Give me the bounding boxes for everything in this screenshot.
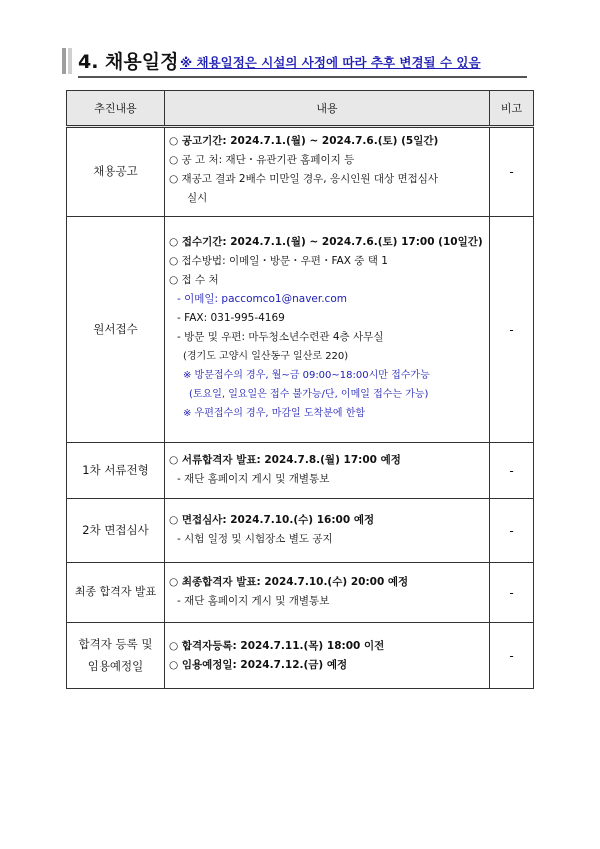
- header-remarks: 비고: [490, 91, 534, 127]
- content-cell: [165, 563, 490, 623]
- heading-underline: [78, 76, 527, 78]
- content-line: 실시: [187, 192, 208, 204]
- table-row: [67, 623, 534, 689]
- step-cell: 1차 서류전형: [67, 443, 165, 499]
- content-line: (토요일, 일요일은 접수 불가능/단, 이메일 접수는 가능): [189, 389, 429, 400]
- content-line: - 시험 일정 및 시험장소 별도 공지: [177, 533, 333, 545]
- content-line: ○ 공고기간: 2024.7.1.(월) ~ 2024.7.6.(토) (5일간): [169, 135, 439, 147]
- content-line: ※ 방문접수의 경우, 월~금 09:00~18:00시만 접수가능: [183, 370, 430, 381]
- remarks-cell: -: [490, 127, 534, 217]
- step-cell: 2차 면접심사: [67, 499, 165, 563]
- content-line: ○ 임용예정일: 2024.7.12.(금) 예정: [169, 659, 348, 671]
- header-step: 추진내용: [67, 91, 165, 127]
- content-line: ○ 공 고 처: 재단・유관기관 홈페이지 등: [169, 154, 355, 166]
- remarks-cell: -: [490, 563, 534, 623]
- remarks-cell: -: [490, 499, 534, 563]
- content-line: ○ 접 수 처: [169, 274, 219, 286]
- table-row: [67, 217, 534, 443]
- content-line: ○ 재공고 결과 2배수 미만일 경우, 응시인원 대상 면접심사: [169, 173, 439, 185]
- content-line: ○ 접수기간: 2024.7.1.(월) ~ 2024.7.6.(토) 17:00 (10일간): [169, 236, 483, 248]
- schedule-change-note: ※ 채용일정은 시설의 사정에 따라 추후 변경될 수 있음: [180, 55, 481, 70]
- step-cell-line: 합격자 등록 및: [78, 636, 153, 651]
- content-line: - FAX: 031-995-4169: [177, 312, 285, 324]
- content-line: ○ 최종합격자 발표: 2024.7.10.(수) 20:00 예정: [169, 576, 409, 588]
- step-cell: 채용공고: [67, 127, 165, 217]
- step-cell: 최종 합격자 발표: [67, 563, 165, 623]
- content-cell: [165, 443, 490, 499]
- content-line: ○ 서류합격자 발표: 2024.7.8.(월) 17:00 예정: [169, 454, 401, 466]
- content-cell: [165, 623, 490, 689]
- step-cell: [67, 623, 165, 689]
- content-line: ○ 합격자등록: 2024.7.11.(목) 18:00 이전: [169, 640, 385, 652]
- content-cell: [165, 127, 490, 217]
- remarks-cell: -: [490, 217, 534, 443]
- content-line: (경기도 고양시 일산동구 일산로 220): [183, 351, 349, 362]
- content-line: - 이메일: paccomco1@naver.com: [177, 293, 347, 305]
- content-cell: [165, 217, 490, 443]
- table-row: [67, 443, 534, 499]
- section-title: 4. 채용일정: [78, 51, 179, 73]
- content-line: - 재단 홈페이지 게시 및 개별통보: [177, 473, 330, 485]
- content-line: ○ 접수방법: 이메일・방문・우편・FAX 중 택 1: [169, 255, 388, 267]
- schedule-table: [66, 90, 534, 689]
- table-row: [67, 127, 534, 217]
- content-line: - 재단 홈페이지 게시 및 개별통보: [177, 595, 330, 607]
- content-line: ※ 우편접수의 경우, 마감일 도착분에 한함: [183, 408, 366, 419]
- remarks-cell: -: [490, 443, 534, 499]
- section-heading: [62, 44, 527, 78]
- heading-bar: [62, 48, 66, 74]
- remarks-cell: -: [490, 623, 534, 689]
- content-line: - 방문 및 우편: 마두청소년수련관 4층 사무실: [177, 331, 384, 343]
- content-line: ○ 면접심사: 2024.7.10.(수) 16:00 예정: [169, 514, 375, 526]
- header-content: 내용: [165, 91, 490, 127]
- step-cell: 원서접수: [67, 217, 165, 443]
- table-row: [67, 499, 534, 563]
- heading-bar-light: [68, 48, 72, 74]
- table-row: [67, 563, 534, 623]
- content-cell: [165, 499, 490, 563]
- table-header-row: [67, 91, 534, 127]
- step-cell-line: 임용예정일: [87, 658, 144, 673]
